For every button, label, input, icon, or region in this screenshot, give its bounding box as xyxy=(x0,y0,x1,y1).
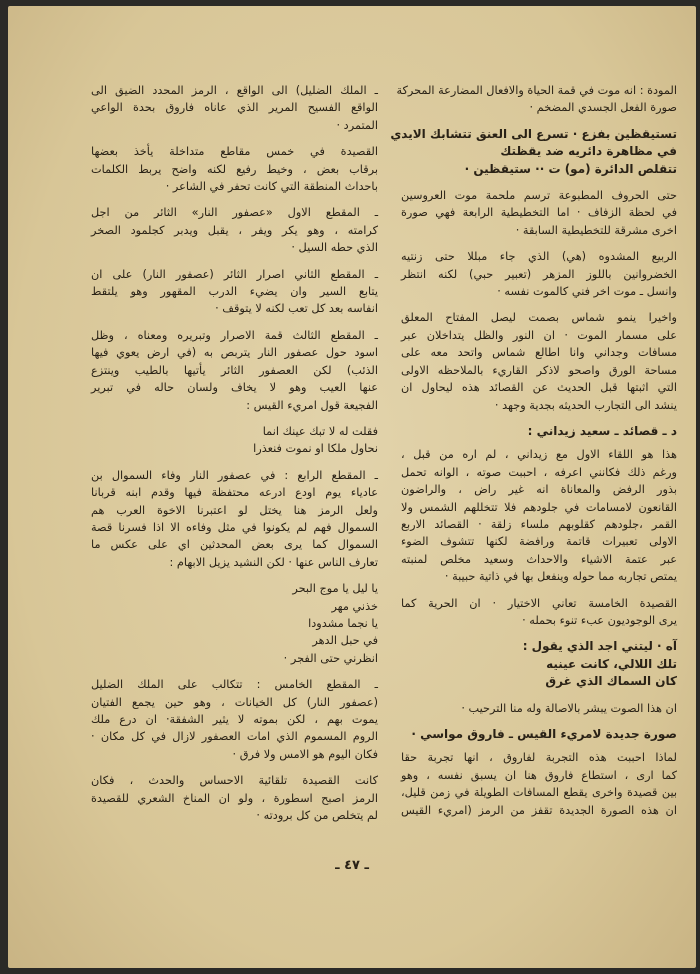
text-line: برقاب بعض ، وخيط رفيع لكنه واضح يربط الكلمات xyxy=(91,162,378,176)
paragraph xyxy=(91,676,378,763)
text-line: عنها العيب وهو لا يخاف ولسان حاله في تبرير xyxy=(91,381,378,395)
text-line: في لحظة الزفاف · اما التخطيطية الرابعة فهي صورة xyxy=(401,206,677,220)
text-line: ـ المقطع الاول «عصفور النار» الثائر من اجل xyxy=(91,206,378,220)
quoted-verse-bold xyxy=(390,126,677,178)
text-line: لماذا احببت هذه التجربة لفاروق ، انها تجربة حقا xyxy=(401,751,677,765)
scanned-page xyxy=(8,6,696,968)
text-line: واخيرا ينمو شماس بصمت ليصل المفتاح المعلق xyxy=(401,311,677,325)
text-line: نحاول ملكا او نموت فنعذرا xyxy=(253,442,378,456)
poem-verse xyxy=(91,423,378,458)
paragraph xyxy=(401,309,677,413)
text-line: اسود حول عصفور النار يتربص به (في ارض يعوي فيها xyxy=(91,346,378,360)
paragraph xyxy=(91,327,378,414)
text-line: الربيع المشدوه (هي) الذي جاء مبللا حتى زنتيه xyxy=(401,250,677,264)
text-line: المتمرد · xyxy=(336,118,378,132)
paragraph xyxy=(401,248,677,300)
paragraph xyxy=(401,187,677,239)
text-line: بين قصيدة واخرى يقطع المسافات الطويلة في زمن قليل، xyxy=(401,786,677,800)
text-line: كانت القصيدة تلقائية الاحساس والحدث ، فكان xyxy=(91,774,378,788)
text-line: يموت بهم ، لكن بموته لا يثير الشفقة· ان درع ملك xyxy=(91,713,378,726)
text-line: ـ المقطع الثاني اصرار الثائر (عصفور النار) على ان xyxy=(91,267,378,281)
quoted-verse-bold xyxy=(401,638,677,690)
section-heading xyxy=(401,423,677,440)
text-line: عبر عتمة الاشياء والاحداث وسعيد مخلص لمنبته xyxy=(401,552,677,566)
text-line: يا ليل يا موج البحر xyxy=(292,582,378,596)
text-line: انفاسه بعد كل تعب لكنه لا يتوقف · xyxy=(215,302,378,316)
text-line: تلك اللالي، كانت عينيه xyxy=(546,656,677,671)
text-line: تعارف الناس عنها · لكن النشيد يزيل الابهام : xyxy=(169,555,378,569)
text-line: القمر ،جلودهم كقلوبهم ملساء زلقة · القصائد الاربع xyxy=(401,517,677,531)
text-line: تتقلص الدائرة (مو) ت ·· ستيقظين · xyxy=(464,161,677,176)
text-line: صورة الفعل الجسدي المضخم · xyxy=(529,101,677,115)
paragraph xyxy=(91,467,378,571)
text-line: عادياء يوم اودع ادرعه محتفظة فيها وقدم ابنه قربانا xyxy=(91,486,378,500)
text-line: الواقع الفسيح المرير الذي عاناه فاروق بحدة الواعي xyxy=(91,101,378,115)
text-line: السموال كما يرى بعض المحدثين اي على عكس ما xyxy=(91,538,378,552)
text-line: المودة : انه موت في قمة الحياة والافعال المضارعة المحركة xyxy=(396,84,677,97)
text-line: ان هذا الصوت يبشر بالاصالة وله منا الترحيب · xyxy=(461,701,677,715)
text-line: كان السماك الذي غرق xyxy=(545,674,677,689)
text-line: الفجيعة قول امريء القيس : xyxy=(246,398,378,412)
text-line: ان هذه الصورة الجديدة تقفز من الرمز (امريء القيس xyxy=(401,803,677,817)
text-line: وانسل ـ موت اخر فني كالموت نفسه · xyxy=(497,285,677,299)
text-line: القصيدة في خمس مقاطع متداخلة يأخذ بعضها xyxy=(91,145,378,159)
text-line: اخرى مشرقة للتخطيطية السابقة · xyxy=(515,223,677,237)
text-line: فقلت له لا تبك عينك انما xyxy=(262,424,378,438)
section-heading xyxy=(401,726,677,743)
left-column xyxy=(91,82,378,833)
text-line: القصيدة الخامسة تعاني الاختيار · ان الحرية كما xyxy=(401,596,677,610)
text-line: ولعل الرمز هنا يختل لو اعتبرنا الاخوة العرب هم xyxy=(91,503,378,517)
text-line: صورة جديدة لامريء القيس ـ فاروق مواسي · xyxy=(411,727,677,741)
text-line: ورغم ذلك فكانني اعرفه ، احببت صوته ، الوانه تحمل xyxy=(401,465,677,479)
text-line: مساحة الورق واصحو لاذكر القاريء بالملاحظه الاولى xyxy=(401,363,677,377)
text-line: ـ المقطع الثالث قمة الاصرار وتبريره ومعناه ، وظل xyxy=(91,328,378,342)
text-line: ـ المقطع الرابع : في عصفور النار وفاء السموال بن xyxy=(91,468,378,482)
text-line: على مسمار الموت · ان النور والظل يتداخلان عبر xyxy=(401,328,677,342)
paragraph xyxy=(91,143,378,195)
text-line: الذئب) لكن العصفور الثائر يأتيها بالطيب وينتزع xyxy=(91,363,378,377)
text-line: يمتص تجاربه مما حوله وينفعل بها في ذاتية حبيبة · xyxy=(444,570,677,584)
text-line: كما ارى ، استطاع فاروق هنا ان يسبق نفسه ، وهو xyxy=(401,768,677,782)
paragraph xyxy=(91,204,378,256)
text-line: ينشد الى التجارب الحديثه بجدية وجهد · xyxy=(494,398,677,412)
text-line: بذور الرفض والمعاناة انه غير راض ، والراضون xyxy=(401,483,677,497)
text-line: يا نجما مشدودا xyxy=(308,616,378,630)
paragraph xyxy=(91,82,378,134)
paragraph xyxy=(401,595,677,630)
text-line: الذي حطه السيل · xyxy=(291,241,378,255)
paragraph xyxy=(396,82,677,117)
text-line: لم يتخلص من كل برودته · xyxy=(256,809,378,823)
text-line: في مظاهرة دائريه ضد يقظتك xyxy=(500,144,677,159)
page-number: ـ ٤٧ ـ xyxy=(335,858,369,873)
paragraph xyxy=(401,700,677,717)
text-line: الخضروانين باللوز المزهر (تعبير حبي) لكنه انتظر xyxy=(401,267,677,281)
paragraph xyxy=(401,446,677,585)
text-line: مسافات وجداني وانا اطالع شماس واتحد معه على xyxy=(401,346,677,360)
text-line: خذني مهر xyxy=(331,599,378,613)
paragraph xyxy=(91,772,378,824)
text-line: السموال فهم لم يكونوا في مثل وفاءه الا اذا فسرنا قصة xyxy=(91,520,378,534)
poem-verse xyxy=(91,580,378,667)
text-line: حتى الحروف المطبوعة ترسم ملحمة موت العروسين xyxy=(401,189,677,203)
right-column xyxy=(390,82,677,828)
text-line: انظرني حتى الفجر · xyxy=(283,651,378,665)
text-line: الروم المسموم الذي امات العصفور لازال في كل مكان · xyxy=(91,730,378,744)
text-line: الرمز اصبح اسطورة ، ولو ان المناخ الشعري للقصيدة xyxy=(91,791,378,805)
paragraph xyxy=(401,749,677,819)
text-line: هذا هو اللقاء الاول مع زيداني ، لم اره من قبل ، xyxy=(401,448,677,462)
text-line: يرى الوجوديون عبء تنوء بحمله · xyxy=(522,613,677,627)
text-line: ـ المقطع الخامس : تتكالب على الملك الضليل xyxy=(91,678,378,692)
text-line: (عصفور النار) كل الخيانات ، وهو حين يجمع الفتيان xyxy=(91,695,378,709)
text-line: باحداث المنطقة التي كانت تحفر في الشاعر · xyxy=(165,180,378,194)
text-line: آه · ليتني اجد الذي يقول : xyxy=(522,639,677,654)
text-line: ـ الملك الضليل) الى الواقع ، الرمز المحدد الضيق الى xyxy=(91,84,378,97)
text-line: الاولى تعبيرات قاتمة ورافضة لكنها تتشوف الضوء xyxy=(401,535,677,549)
text-line: القانعون لامسامات في جلودهم فلا تتخللهم الشمس ولا xyxy=(401,500,677,514)
text-line: فكان اليوم هو الامس ولا فرق · xyxy=(232,747,378,761)
text-line: كرامته ، وهو يكر ويفر ، يقبل ويدبر كجلمود الصخر xyxy=(91,223,378,237)
text-line: يتابع السير وان يضيء الدرب المقهور وهو يلتقط xyxy=(91,285,378,299)
text-line: تستيقظين بفزع · تسرع الى العنق تتشابك الايدي xyxy=(390,126,677,141)
text-line: د ـ قصائد ـ سعيد زيداني : xyxy=(527,423,677,438)
paragraph xyxy=(91,266,378,318)
text-line: في حبل الدهر xyxy=(312,634,378,648)
text-line: التي اثبتها قبل الحديث عن القصائد هذه ليحاول ان xyxy=(401,381,677,395)
